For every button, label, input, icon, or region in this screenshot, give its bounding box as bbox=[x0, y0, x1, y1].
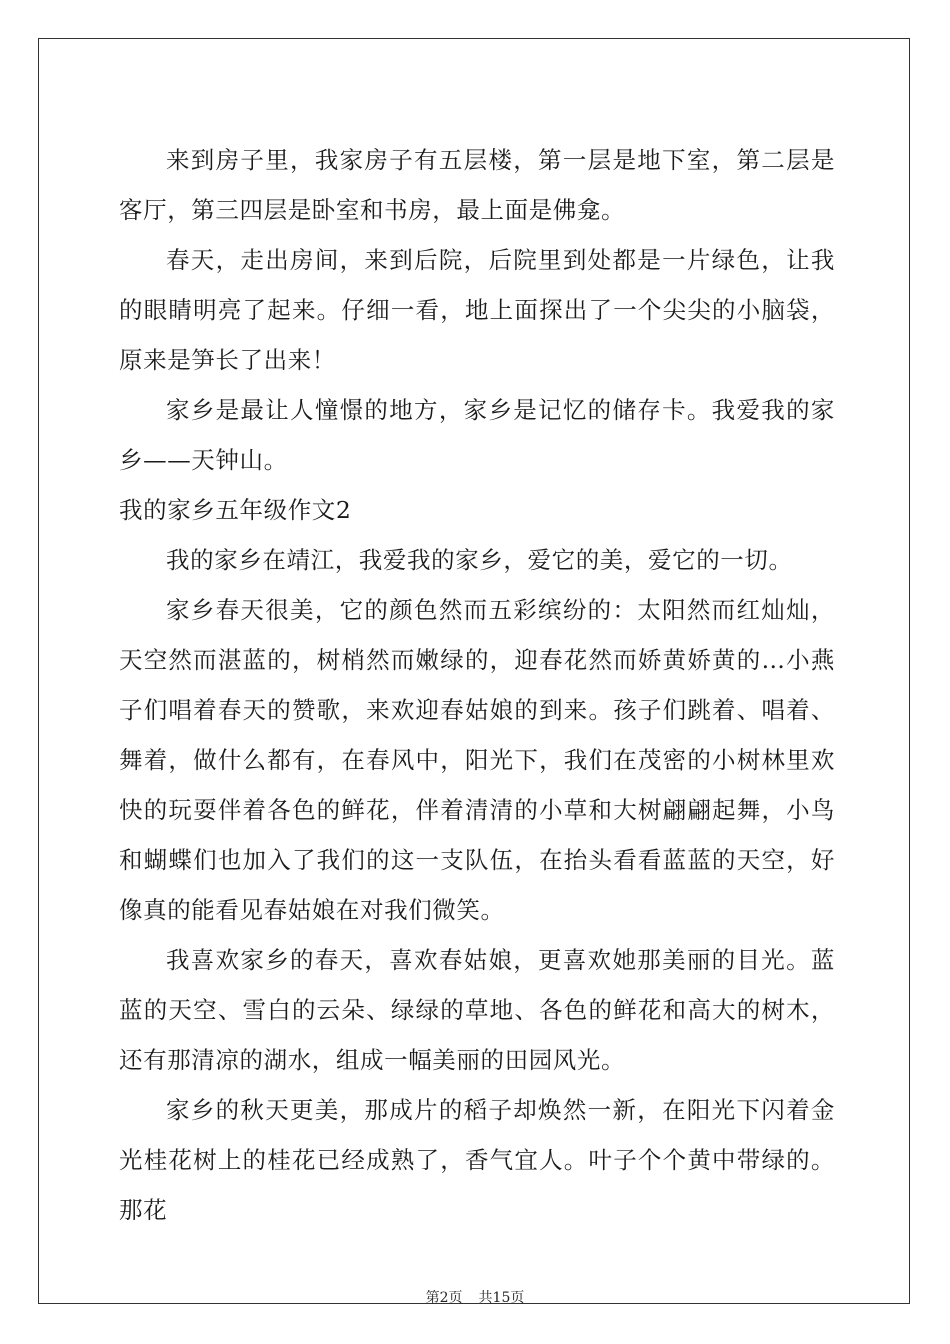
paragraph-spring-colors: 家乡春天很美，它的颜色然而五彩缤纷的：太阳然而红灿灿，天空然而湛蓝的，树梢然而嫩绿的，迎春花然而娇黄娇黄的…小燕子们唱着春天的赞歌，来欢迎春姑娘的到来。孩子们跳着、唱着、舞着，做什么都有，在春风中，阳光下，我们在茂密的小树林里欢快的玩耍伴着各色的鲜花，伴着清清的小草和大树翩翩起舞，小鸟和蝴蝶们也加入了我们的这一支队伍，在抬头看看蓝蓝的天空，好像真的能看见春姑娘在对我们微笑。 bbox=[119, 596, 835, 924]
paragraph-spring-love: 我喜欢家乡的春天，喜欢春姑娘，更喜欢她那美丽的目光。蓝蓝的天空、雪白的云朵、绿绿的草地、各色的鲜花和高大的树木，还有那清凉的湖水，组成一幅美丽的田园风光。 bbox=[119, 946, 835, 1074]
paragraph-hometown-memory: 家乡是最让人憧憬的地方，家乡是记忆的储存卡。我爱我的家乡——天钟山。 bbox=[119, 396, 835, 474]
page-footer bbox=[39, 1287, 911, 1307]
paragraph-autumn: 家乡的秋天更美，那成片的稻子却焕然一新，在阳光下闪着金光桂花树上的桂花已经成熟了，香气宜人。叶子个个黄中带绿的。那花 bbox=[119, 1096, 835, 1224]
page-number: 第2页 bbox=[425, 1290, 463, 1306]
page-frame bbox=[38, 38, 910, 1304]
paragraph-house: 来到房子里，我家房子有五层楼，第一层是地下室，第二层是客厅，第三四层是卧室和书房，最上面是佛龛。 bbox=[119, 146, 835, 224]
document-body bbox=[119, 135, 835, 1235]
page-total: 共15页 bbox=[478, 1290, 525, 1306]
essay-heading: 我的家乡五年级作文2 bbox=[119, 496, 352, 524]
paragraph-jingjiang: 我的家乡在靖江，我爱我的家乡，爱它的美，爱它的一切。 bbox=[166, 546, 793, 574]
paragraph-spring-backyard: 春天，走出房间，来到后院，后院里到处都是一片绿色，让我的眼睛明亮了起来。仔细一看，地上面探出了一个尖尖的小脑袋，原来是笋长了出来！ bbox=[119, 246, 835, 374]
